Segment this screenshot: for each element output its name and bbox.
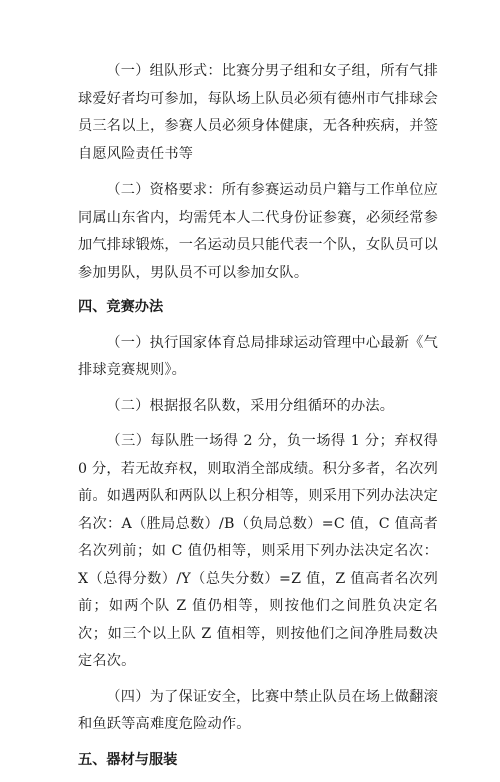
paragraph-safety: （四）为了保证安全，比赛中禁止队员在场上做翻滚和鱼跃等高难度危险动作。 [78,688,438,732]
document-page [78,58,438,782]
paragraph-scoring-ranking: （三）每队胜一场得 2 分，负一场得 1 分；弃权得 0 分，若无故弃权，则取消全部成绩。积分多者，名次列前。如遇两队和两队以上积分相等，则采用下列办法决定名次：A（胜局总数）/B（负局总数）=C 值，C 值高者名次列前；如 C 值仍相等，则采用下列办法决定名次：X（总得分数）/Y（总失分数）=Z 值，Z 值高者名次列前；如两个队 Z 值仍相等，则按他们之间胜负决定名次；如三个以上队 Z 值相等，则按他们之间净胜局数决定名次。 [78,433,438,669]
paragraph-team-format: （一）组队形式：比赛分男子组和女子组，所有气排球爱好者均可参加，每队场上队员必须有德州市气排球会员三名以上，参赛人员必须身体健康，无各种疾病，并签自愿风险责任书等 [78,63,438,162]
paragraph-grouping-method: （二）根据报名队数，采用分组循环的办法。 [106,397,395,414]
section-heading-competition-rules: 四、竞赛办法 [78,299,164,315]
paragraph-rules-reference: （一）执行国家体育总局排球运动管理中心最新《气排球竞赛规则》。 [78,334,438,378]
paragraph-eligibility: （二）资格要求：所有参赛运动员户籍与工作单位应同属山东省内，均需凭本人二代身份证参赛，必须经常参加气排球锻炼，一名运动员只能代表一个队，女队员可以参加男队，男队员不可以参加女队。 [78,182,438,281]
section-heading-equipment-attire: 五、器材与服装 [78,751,178,768]
